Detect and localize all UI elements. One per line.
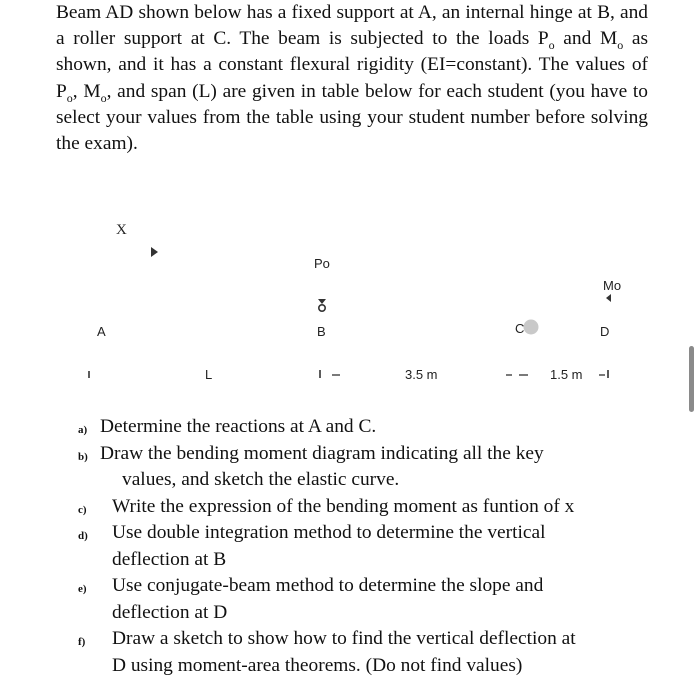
roller-support-icon bbox=[524, 320, 539, 335]
question-marker: a) bbox=[78, 424, 88, 436]
x-direction-arrow-icon bbox=[151, 247, 158, 257]
question-marker: c) bbox=[78, 503, 87, 516]
problem-statement: Beam AD shown below has a fixed support at A, an internal hinge at B, and a roller support at C. The beam is subjected to the loads $P_o$ and $M_o$ as shown, and it has a constant flexural rigidity (EI=constant). The values of $P_o$, $M_o$, and span (L) are given in table below for each student (you have to select your values from the table using your student number before solving the exam). bbox=[56, 2, 648, 155]
hinge-b-label: B bbox=[317, 324, 326, 339]
question-marker: e) bbox=[78, 583, 87, 595]
vertical-scrollbar[interactable] bbox=[689, 346, 694, 412]
load-arrowhead-icon bbox=[318, 299, 326, 304]
support-a-label: A bbox=[97, 324, 106, 339]
question-e: e) Use conjugate-beam method to determine the slope and deflection at D bbox=[78, 575, 544, 623]
question-marker: b) bbox=[78, 450, 88, 463]
load-label: Po bbox=[314, 256, 330, 271]
question-b: b) Draw the bending moment diagram indicating all the key values, and sketch the elastic curve. bbox=[78, 442, 544, 490]
x-axis-label: X bbox=[116, 222, 127, 238]
question-marker: d) bbox=[78, 530, 88, 542]
question-f: f) Draw a sketch to show how to find the vertical deflection at D using moment-area theorems. (Do not find values) bbox=[78, 628, 576, 676]
question-marker: f) bbox=[78, 636, 86, 648]
span-l-label: L bbox=[205, 367, 213, 382]
question-list bbox=[78, 414, 658, 679]
moment-arrowhead-icon bbox=[606, 294, 611, 302]
hinge-icon bbox=[319, 305, 325, 311]
span-ab-label: 3.5 m bbox=[405, 367, 438, 382]
question-c: c) Write the expression of the bending moment as funtion of x bbox=[78, 494, 658, 521]
end-d-label: D bbox=[600, 324, 610, 339]
moment-label: Mo bbox=[603, 278, 622, 293]
span-cd-label: 1.5 m bbox=[550, 367, 583, 382]
support-c-label: C bbox=[515, 321, 525, 336]
question-d: d) Use double integration method to determine the vertical deflection at B bbox=[78, 522, 546, 570]
question-a: a) Determine the reactions at A and C. bbox=[78, 414, 658, 441]
